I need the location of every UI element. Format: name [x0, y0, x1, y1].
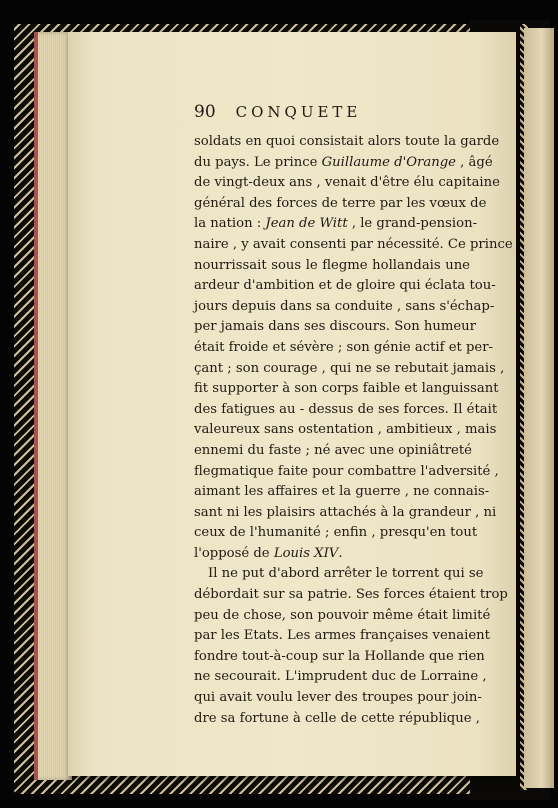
text-run: sant ni les plaisirs attachés à la grandeur , ni [194, 504, 497, 520]
text-line [194, 544, 470, 565]
text-run: fit supporter à son corps faible et languissant [194, 381, 499, 397]
italic-name: Jean de Witt [265, 216, 348, 232]
text-run: flegmatique faite pour combattre l'adversité , [194, 463, 499, 479]
text-run: Il ne put d'abord arrêter le torrent qui se [208, 566, 484, 582]
text-line [194, 523, 478, 544]
text-run: général des forces de terre par les vœux de [194, 195, 487, 211]
text-line [194, 667, 487, 688]
text-run: de vingt-deux ans , venait d'être élu capitaine [194, 175, 500, 191]
text-line [194, 379, 499, 400]
text-run: . [338, 545, 343, 561]
text-run: ennemi du faste ; né avec une opiniâtreté [194, 442, 472, 458]
text-run: peu de chose, son pouvoir même était limité [194, 607, 491, 623]
text-line [194, 688, 482, 709]
text-line [194, 482, 490, 503]
text-line [194, 564, 484, 585]
text-run: soldats en quoi consistait alors toute la garde [194, 134, 500, 149]
text-run: par les Etats. Les armes françaises venaient [194, 628, 490, 644]
text-run: ne secourait. L'imprudent duc de Lorraine , [194, 669, 487, 685]
running-head-title: CONQUETE [235, 103, 362, 121]
page-block-edges [34, 32, 72, 780]
running-header [194, 102, 474, 124]
text-line [194, 297, 495, 318]
page-text-block [128, 102, 513, 729]
text-line [194, 462, 499, 483]
text-run: débordait sur sa patrie. Ses forces étaient trop [194, 587, 508, 603]
italic-name: Louis XIV [273, 545, 339, 561]
text-line [194, 194, 487, 215]
text-line [194, 338, 493, 359]
text-line [194, 173, 500, 194]
text-line [194, 256, 470, 277]
facing-page-edge [524, 28, 554, 788]
text-run: des fatigues au - dessus de ses forces. Il était [194, 401, 498, 417]
text-run: valeureux sans ostentation , ambitieux , mais [194, 422, 497, 438]
text-run: çant ; son courage , qui ne se rebutait jamais , [194, 360, 505, 376]
text-line [194, 626, 490, 647]
text-line [194, 585, 508, 606]
text-run: qui avait voulu lever des troupes pour join- [194, 690, 482, 706]
text-run: était froide et sévère ; son génie actif et per- [194, 339, 493, 355]
text-run: per jamais dans ses discours. Son humeur [194, 319, 476, 335]
text-line [194, 400, 498, 421]
text-line [194, 359, 505, 380]
body-text [194, 132, 513, 729]
text-run: l'opposé de [194, 545, 274, 561]
text-line [194, 214, 478, 235]
text-run: , âgé [455, 154, 493, 170]
text-line [194, 709, 480, 730]
text-run: nourrissait sous le flegme hollandais une [194, 257, 470, 273]
text-line [194, 503, 497, 524]
text-run: aimant les affaires et la guerre , ne connais- [194, 484, 490, 500]
text-run: naire , y avait consenti par nécessité. Ce prince [194, 236, 513, 252]
text-line [194, 153, 493, 174]
text-run: la nation : [194, 216, 266, 232]
text-run: ardeur d'ambition et de gloire qui éclata tou- [194, 278, 496, 294]
text-line [194, 441, 470, 462]
text-run: ceux de l'humanité ; enfin , presqu'en tout [194, 525, 478, 541]
text-run: dre sa fortune à celle de cette république , [194, 710, 480, 726]
red-page-edge [34, 32, 38, 780]
text-run: fondre tout-à-coup sur la Hollande que rien [194, 648, 485, 664]
page-number: 90 [194, 102, 216, 122]
italic-name: Guillaume d'Orange [321, 154, 456, 170]
text-line [194, 276, 496, 297]
text-run: du pays. Le prince [194, 154, 322, 170]
text-run: jours depuis dans sa conduite , sans s'échap- [194, 298, 495, 314]
text-line [194, 235, 513, 256]
text-line [194, 132, 500, 153]
text-line [194, 647, 485, 668]
text-run: , le grand-pension- [347, 216, 478, 232]
text-line [194, 420, 497, 441]
text-line [194, 317, 476, 338]
text-line [194, 606, 491, 627]
